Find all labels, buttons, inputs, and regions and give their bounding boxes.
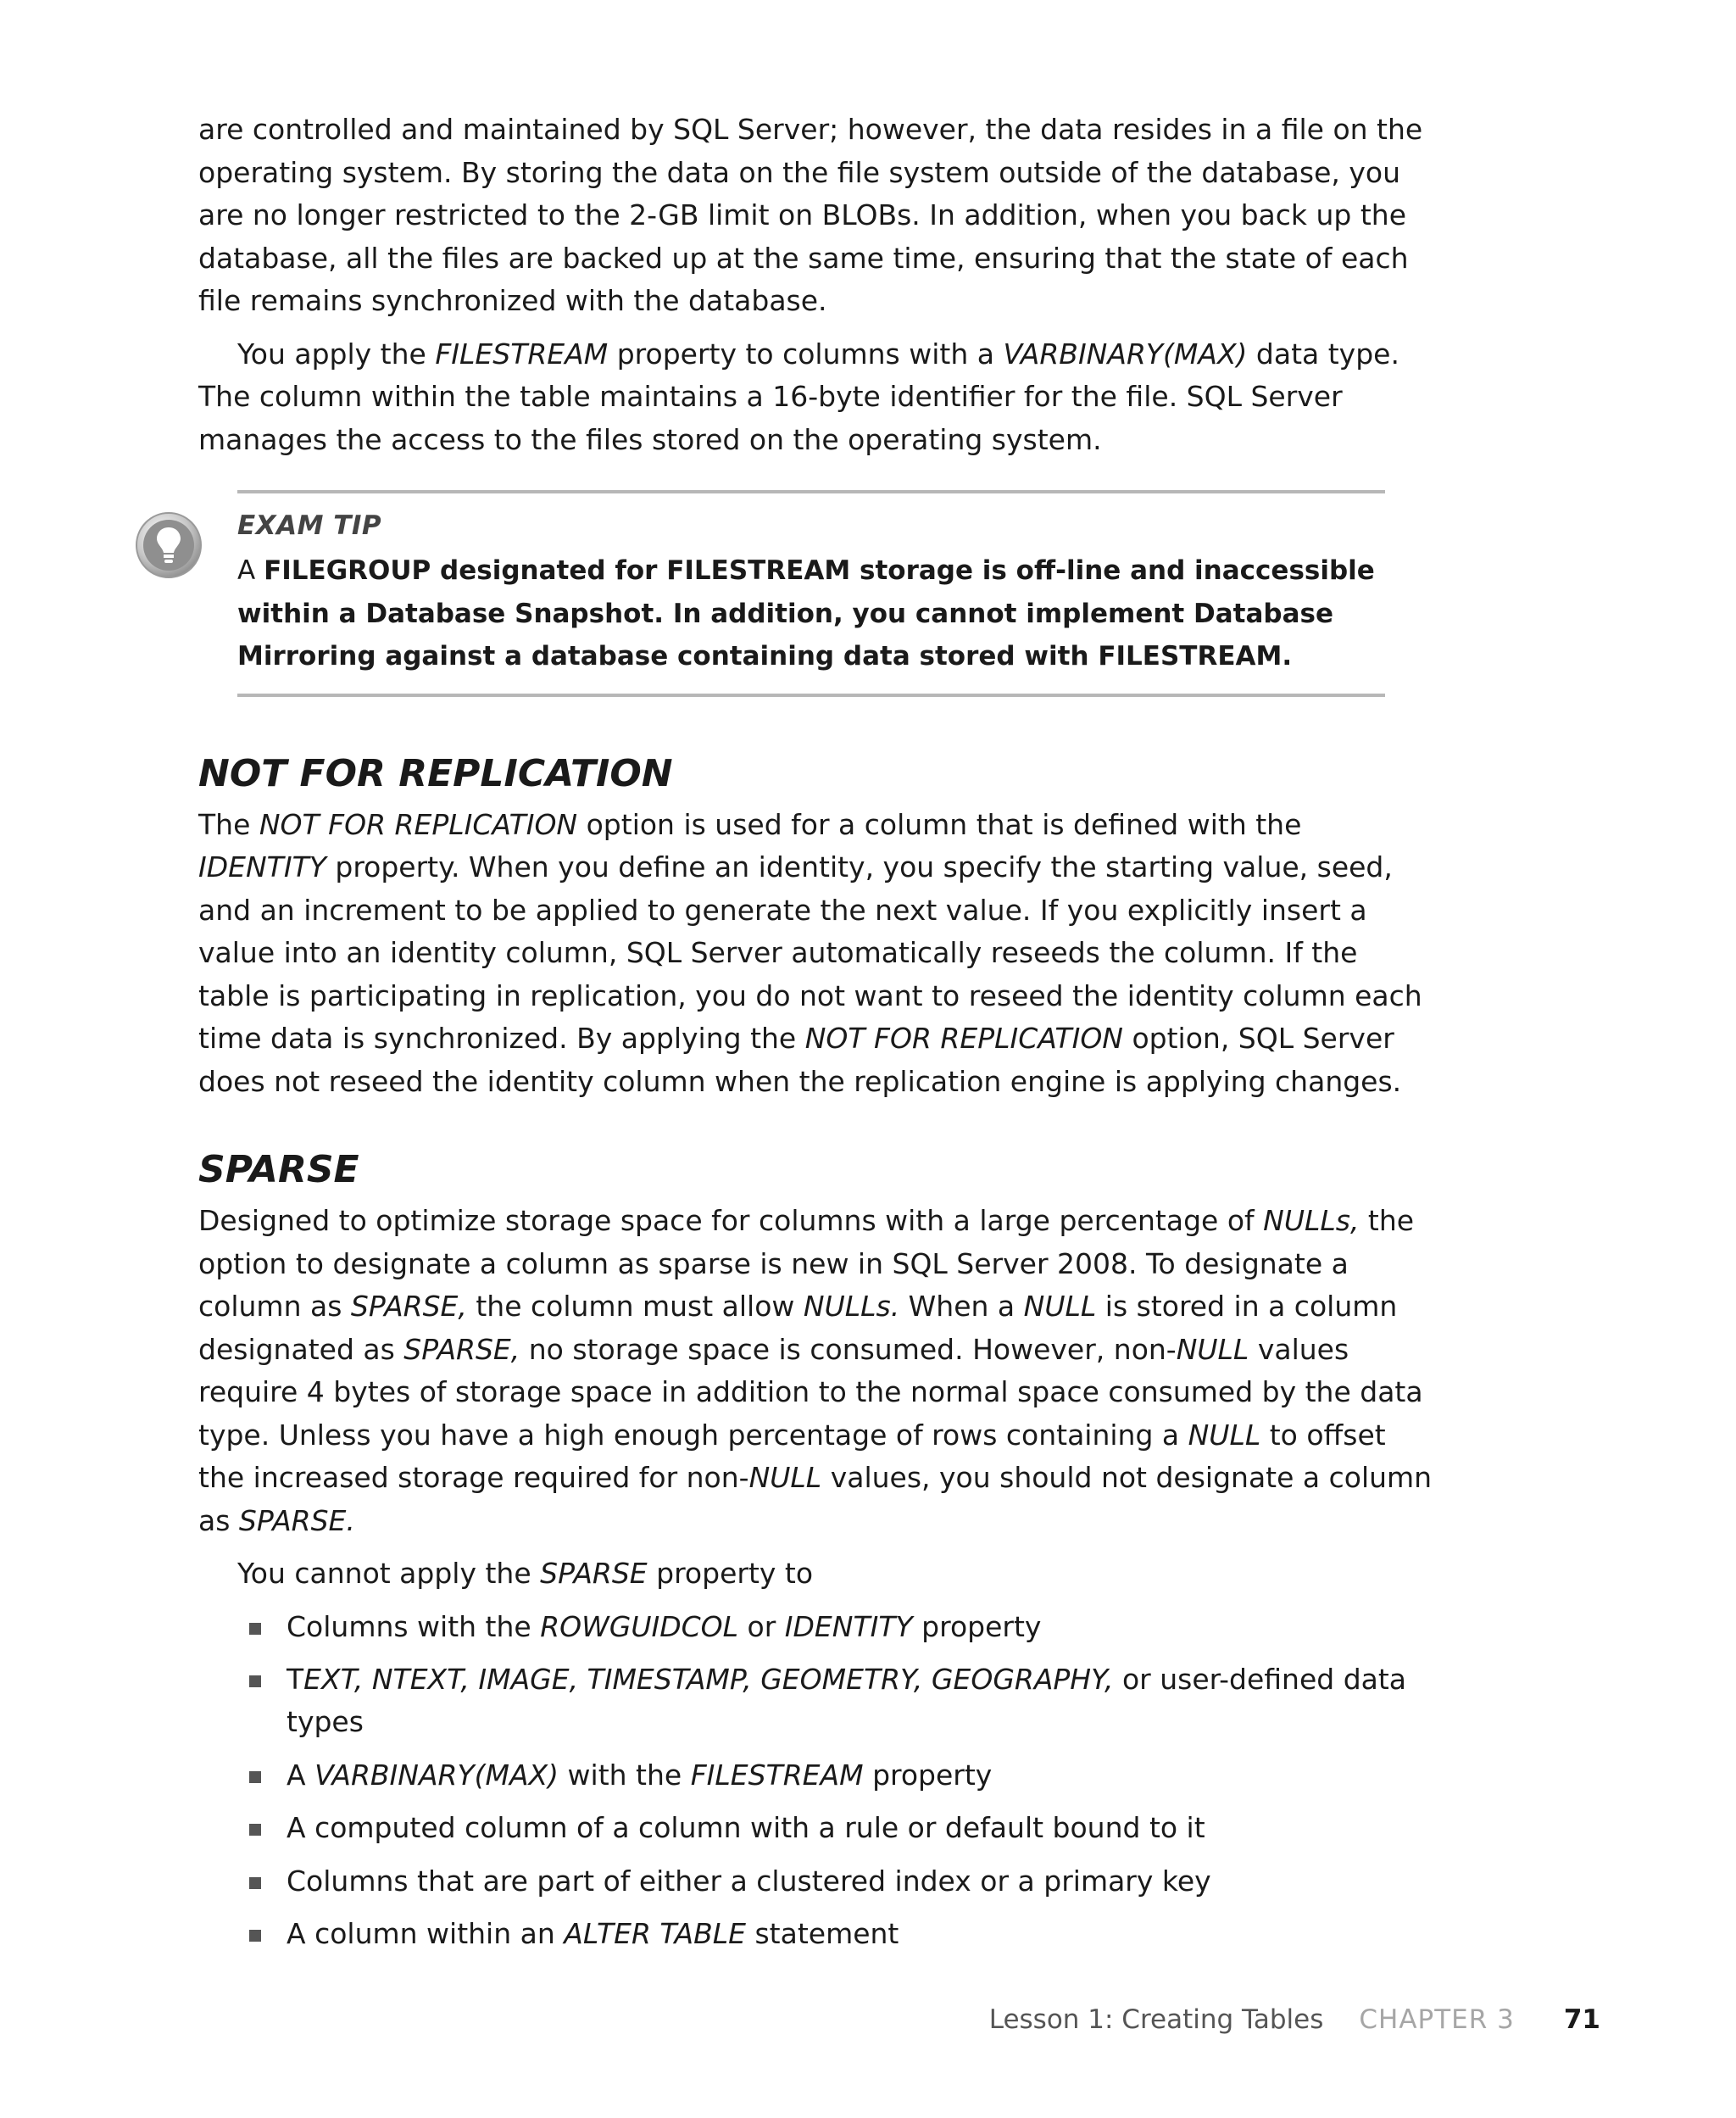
list-item: A column within an ALTER TABLE statement bbox=[198, 1913, 1436, 1955]
exam-tip-text: A FILEGROUP designated for FILESTREAM storage is off-line and inaccessible within a Database Snapshot. In addition, you cannot implement Database Mirroring against a database containing data stored with FILESTREAM. bbox=[237, 555, 1375, 672]
page-number: 71 bbox=[1563, 2004, 1600, 2035]
list-item: TEXT, NTEXT, IMAGE, TIMESTAMP, GEOMETRY, GEOGRAPHY, or user-defined data types bbox=[198, 1658, 1436, 1743]
filestream-paragraph: You apply the FILESTREAM property to columns with a VARBINARY(MAX) data type. The column within the table maintains a 16-byte identifier for the file. SQL Server manages the access to the files stored on the operating system. bbox=[198, 337, 1399, 456]
sparse-cannot-apply-intro: You cannot apply the SPARSE property to bbox=[237, 1557, 814, 1590]
list-item: Columns with the ROWGUIDCOL or IDENTITY property bbox=[198, 1606, 1436, 1648]
not-for-replication-paragraph: The NOT FOR REPLICATION option is used for a column that is defined with the IDENTITY property. When you define an identity, you specify the starting value, seed, and an increment to be applied to generate the next value. If you explicitly insert a value into an identity column, SQL Server automatically reseeds the column. If the table is participating in replication, you do not want to reseed the identity column each time data is synchronized. By applying the NOT FOR REPLICATION option, SQL Server does not reseed the identity column when the replication engine is applying changes. bbox=[198, 807, 1422, 1098]
bullet-square-icon bbox=[249, 1771, 261, 1783]
list-item: Columns that are part of either a clustered index or a primary key bbox=[198, 1860, 1436, 1903]
bullet-square-icon bbox=[249, 1623, 261, 1635]
section-heading-sparse: SPARSE bbox=[198, 1148, 359, 1191]
lightbulb-icon bbox=[134, 510, 203, 580]
sparse-restrictions-list bbox=[198, 1606, 1436, 1956]
bullet-square-icon bbox=[249, 1930, 261, 1942]
page-footer bbox=[989, 2001, 1600, 2038]
section-heading-not-for-replication: NOT FOR REPLICATION bbox=[198, 751, 673, 795]
bullet-square-icon bbox=[249, 1877, 261, 1889]
list-item: A VARBINARY(MAX) with the FILESTREAM property bbox=[198, 1754, 1436, 1797]
page-content bbox=[198, 109, 1436, 1966]
bullet-square-icon bbox=[249, 1675, 261, 1687]
intro-paragraph: are controlled and maintained by SQL Server; however, the data resides in a file on the operating system. By storing the data on the file system outside of the database, you are no longer restricted to the 2-GB limit on BLOBs. In addition, when you back up the database, all the files are backed up at the same time, ensuring that the state of each file remains synchronized with the database. bbox=[198, 113, 1423, 317]
list-item: A computed column of a column with a rule or default bound to it bbox=[198, 1807, 1436, 1849]
bullet-square-icon bbox=[249, 1824, 261, 1836]
sparse-paragraph: Designed to optimize storage space for columns with a large percentage of NULLs, the option to designate a column as sparse is new in SQL Server 2008. To designate a column as SPARSE, the column must allow NULLs. When a NULL is stored in a column designated as SPARSE, no storage space is consumed. However, non-NULL values require 4 bytes of storage space in addition to the normal space consumed by the data type. Unless you have a high enough percentage of rows containing a NULL to offset the increased storage required for non-NULL values, you should not designate a column as SPARSE. bbox=[198, 1204, 1433, 1537]
exam-tip-box bbox=[237, 490, 1385, 697]
footer-lesson-title: Lesson 1: Creating Tables bbox=[988, 2004, 1324, 2035]
footer-chapter-label: CHAPTER 3 bbox=[1359, 2004, 1515, 2035]
exam-tip-title: EXAM TIP bbox=[237, 510, 382, 541]
